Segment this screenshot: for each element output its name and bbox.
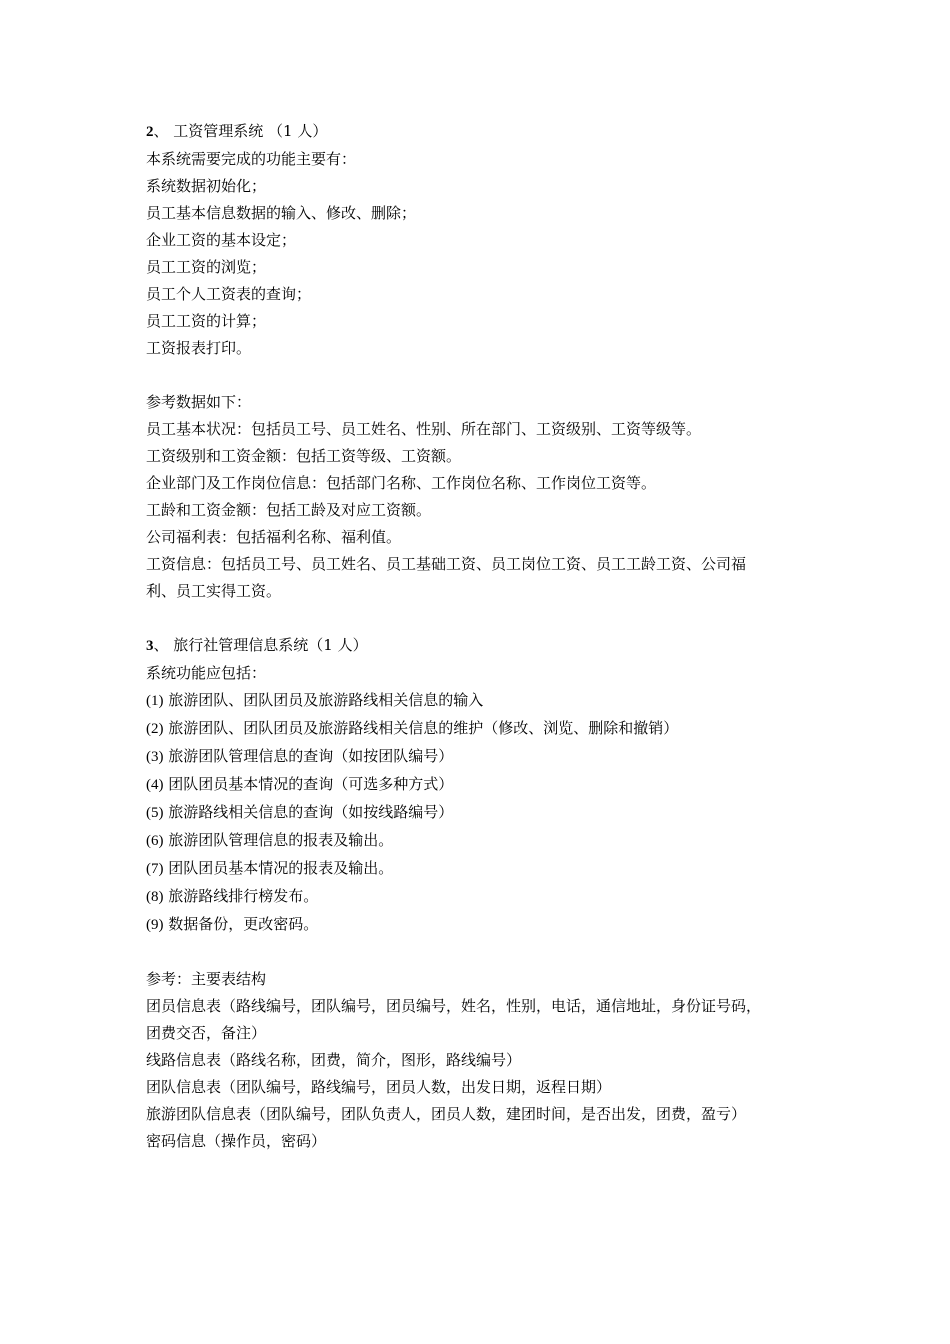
section-2-line: 系统数据初始化；: [146, 177, 267, 195]
list-item-number: (8): [146, 889, 164, 905]
section-2-ref-line: 企业部门及工作岗位信息：包括部门名称、工作岗位名称、工作岗位工资等。: [146, 474, 657, 492]
section-2-line: 员工工资的浏览；: [146, 258, 267, 276]
section-2-ref-line-wrap-1: 工资信息：包括员工号、员工姓名、员工基础工资、员工岗位工资、员工工龄工资、公司福: [146, 555, 747, 573]
list-item-text: 旅游路线排行榜发布。: [168, 887, 319, 905]
list-item-number: (3): [146, 749, 164, 765]
list-item: [146, 799, 816, 827]
list-item: [146, 827, 816, 855]
document-body: [146, 118, 816, 1155]
list-item-number: (9): [146, 917, 164, 933]
list-item-text: 旅游团队、团队团员及旅游路线相关信息的维护（修改、浏览、删除和撤销）: [168, 719, 679, 737]
list-item-text: 旅游团队、团队团员及旅游路线相关信息的输入: [168, 691, 484, 709]
section-3-heading: [146, 632, 816, 660]
section-2-line: 企业工资的基本设定；: [146, 231, 297, 249]
section-2-ref-title: 参考数据如下：: [146, 393, 252, 411]
list-item: [146, 855, 816, 883]
table-structure-line: 线路信息表（路线名称，团费，简介，图形，路线编号）: [146, 1051, 522, 1069]
section-2-number: 2: [146, 124, 154, 140]
section-2-ref-line: 工资级别和工资金额：包括工资等级、工资额。: [146, 447, 462, 465]
section-2-line: 员工个人工资表的查询；: [146, 285, 312, 303]
blank-line: [146, 605, 816, 632]
list-item: [146, 743, 816, 771]
section-2-title: 、 工资管理系统 （1 人）: [153, 122, 328, 140]
section-2-line: 员工工资的计算；: [146, 312, 267, 330]
section-3-number: 3: [146, 638, 154, 654]
section-2-heading: [146, 118, 816, 146]
list-item: [146, 771, 816, 799]
list-item: [146, 883, 816, 911]
section-2-ref-line: 员工基本状况：包括员工号、员工姓名、性别、所在部门、工资级别、工资等级等。: [146, 420, 702, 438]
section-2-ref-line: 公司福利表：包括福利名称、福利值。: [146, 528, 402, 546]
table-structure-line-wrap-2: 团费交否，备注）: [146, 1024, 267, 1042]
list-item-text: 旅游团队管理信息的查询（如按团队编号）: [168, 747, 454, 765]
section-2-line: 本系统需要完成的功能主要有：: [146, 150, 357, 168]
list-item-text: 团队团员基本情况的查询（可选多种方式）: [168, 775, 454, 793]
list-item-number: (5): [146, 805, 164, 821]
section-2-line: 员工基本信息数据的输入、修改、删除；: [146, 204, 417, 222]
table-structure-line-wrap-1: 团员信息表（路线编号，团队编号，团员编号，姓名，性别，电话，通信地址，身份证号码，: [146, 997, 762, 1015]
table-structure-line: 旅游团队信息表（团队编号，团队负责人，团员人数，建团时间，是否出发，团费，盈亏）: [146, 1105, 747, 1123]
list-item-text: 数据备份，更改密码。: [168, 915, 319, 933]
list-item-number: (2): [146, 721, 164, 737]
table-structure-line: 密码信息（操作员，密码）: [146, 1132, 327, 1150]
list-item: [146, 687, 816, 715]
table-structure-line: 团队信息表（团队编号，路线编号，团员人数，出发日期，返程日期）: [146, 1078, 612, 1096]
blank-line: [146, 939, 816, 966]
list-item-text: 旅游路线相关信息的查询（如按线路编号）: [168, 803, 454, 821]
section-3-intro: 系统功能应包括：: [146, 664, 267, 682]
section-3-title: 、 旅行社管理信息系统（1 人）: [153, 636, 368, 654]
list-item-number: (6): [146, 833, 164, 849]
list-item-text: 旅游团队管理信息的报表及输出。: [168, 831, 394, 849]
blank-line: [146, 362, 816, 389]
list-item-number: (7): [146, 861, 164, 877]
list-item: [146, 911, 816, 939]
list-item-text: 团队团员基本情况的报表及输出。: [168, 859, 394, 877]
list-item: [146, 715, 816, 743]
section-3-ref-title: 参考：主要表结构: [146, 970, 267, 988]
section-2-ref-line-wrap-2: 利、员工实得工资。: [146, 582, 282, 600]
list-item-number: (4): [146, 777, 164, 793]
list-item-number: (1): [146, 693, 164, 709]
section-2-line: 工资报表打印。: [146, 339, 252, 357]
section-2-ref-line: 工龄和工资金额：包括工龄及对应工资额。: [146, 501, 432, 519]
